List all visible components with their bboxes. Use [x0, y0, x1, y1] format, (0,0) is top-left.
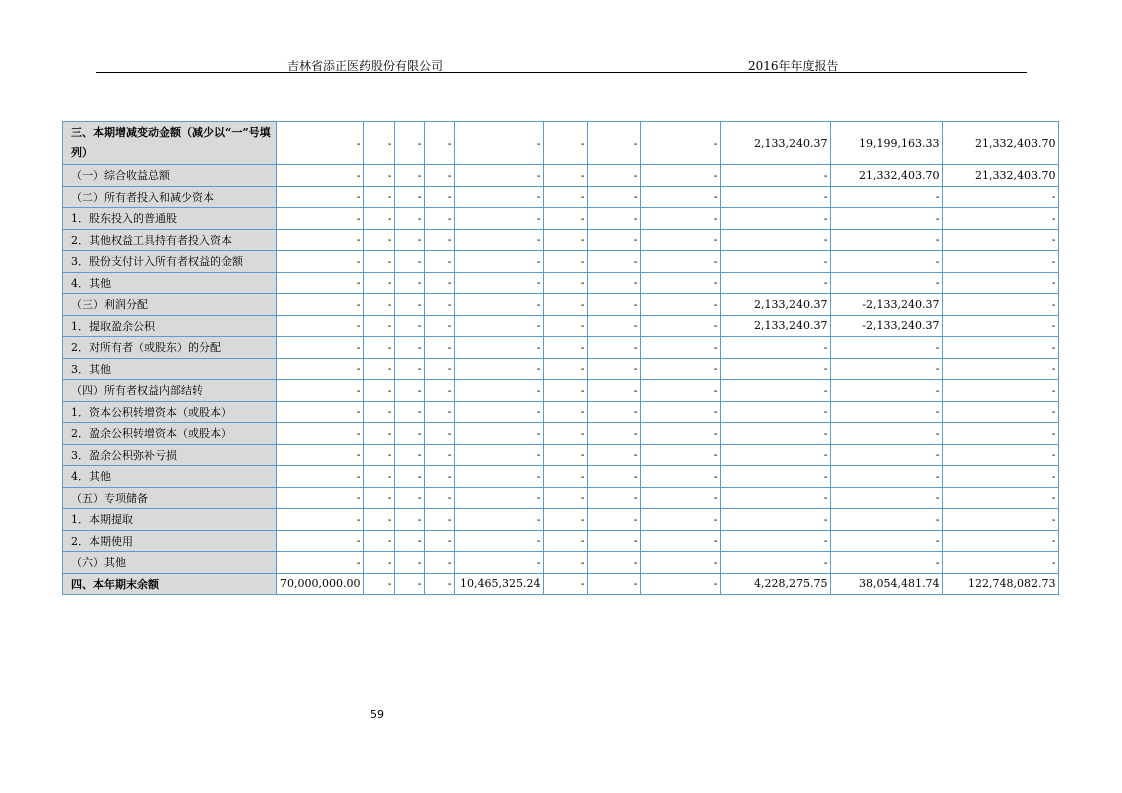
- value-cell: -: [395, 530, 425, 552]
- value-cell: -: [588, 294, 641, 316]
- value-cell: -: [831, 337, 943, 359]
- table-row: [63, 208, 1059, 230]
- value-cell: -: [641, 315, 721, 337]
- value-cell: -: [544, 423, 588, 445]
- value-cell: -: [588, 122, 641, 165]
- value-cell: -: [588, 530, 641, 552]
- value-cell: -: [544, 229, 588, 251]
- value-cell: -: [395, 401, 425, 423]
- row-label: （六）其他: [63, 552, 277, 574]
- value-cell: -: [544, 186, 588, 208]
- header-company-name: 吉林省添正医药股份有限公司: [287, 59, 444, 73]
- value-cell: -: [277, 229, 364, 251]
- value-cell: -: [364, 186, 395, 208]
- value-cell: -: [943, 530, 1059, 552]
- row-label: 3．股份支付计入所有者权益的金额: [63, 251, 277, 273]
- value-cell: -: [943, 272, 1059, 294]
- value-cell: 122,748,082.73: [943, 573, 1059, 595]
- page-number: 59: [370, 708, 384, 721]
- value-cell: -: [588, 358, 641, 380]
- value-cell: -: [721, 423, 831, 445]
- value-cell: 19,199,163.33: [831, 122, 943, 165]
- value-cell: -: [641, 122, 721, 165]
- value-cell: -: [455, 229, 544, 251]
- row-label: 1．股东投入的普通股: [63, 208, 277, 230]
- value-cell: -: [641, 337, 721, 359]
- table-row: [63, 466, 1059, 488]
- value-cell: -: [364, 573, 395, 595]
- value-cell: -: [455, 294, 544, 316]
- value-cell: -: [943, 186, 1059, 208]
- value-cell: -: [943, 509, 1059, 531]
- value-cell: -: [277, 423, 364, 445]
- value-cell: -: [721, 530, 831, 552]
- header-divider: [96, 72, 1027, 73]
- value-cell: 4,228,275.75: [721, 573, 831, 595]
- value-cell: -: [831, 401, 943, 423]
- table-row: [63, 509, 1059, 531]
- value-cell: -: [588, 337, 641, 359]
- value-cell: -: [425, 165, 455, 187]
- value-cell: -: [364, 358, 395, 380]
- value-cell: -2,133,240.37: [831, 294, 943, 316]
- value-cell: -: [364, 208, 395, 230]
- value-cell: -: [425, 272, 455, 294]
- value-cell: -: [641, 530, 721, 552]
- value-cell: -: [831, 552, 943, 574]
- value-cell: -: [544, 251, 588, 273]
- value-cell: -: [588, 208, 641, 230]
- table-row: [63, 165, 1059, 187]
- value-cell: 21,332,403.70: [943, 122, 1059, 165]
- value-cell: -: [455, 251, 544, 273]
- table-row: [63, 401, 1059, 423]
- value-cell: -: [641, 186, 721, 208]
- value-cell: -: [277, 552, 364, 574]
- value-cell: -: [544, 573, 588, 595]
- value-cell: -: [277, 186, 364, 208]
- value-cell: -2,133,240.37: [831, 315, 943, 337]
- value-cell: -: [831, 272, 943, 294]
- value-cell: -: [364, 229, 395, 251]
- value-cell: -: [455, 208, 544, 230]
- row-label: 1．提取盈余公积: [63, 315, 277, 337]
- row-label: 3．盈余公积弥补亏损: [63, 444, 277, 466]
- row-label: 三、本期增减变动金额（减少以“一”号填列）: [63, 122, 277, 165]
- row-label: （五）专项储备: [63, 487, 277, 509]
- value-cell: -: [395, 315, 425, 337]
- value-cell: -: [641, 208, 721, 230]
- value-cell: -: [364, 466, 395, 488]
- value-cell: -: [721, 444, 831, 466]
- row-label: 4．其他: [63, 272, 277, 294]
- value-cell: -: [425, 251, 455, 273]
- value-cell: -: [588, 380, 641, 402]
- row-label: （四）所有者权益内部结转: [63, 380, 277, 402]
- value-cell: -: [395, 423, 425, 445]
- value-cell: -: [425, 186, 455, 208]
- value-cell: -: [588, 315, 641, 337]
- value-cell: -: [588, 573, 641, 595]
- value-cell: -: [277, 401, 364, 423]
- value-cell: -: [455, 509, 544, 531]
- value-cell: -: [364, 251, 395, 273]
- row-label: 四、本年期末余额: [63, 573, 277, 595]
- value-cell: -: [544, 358, 588, 380]
- value-cell: -: [455, 423, 544, 445]
- table-row: [63, 315, 1059, 337]
- value-cell: -: [943, 229, 1059, 251]
- value-cell: -: [641, 444, 721, 466]
- value-cell: -: [395, 337, 425, 359]
- value-cell: -: [943, 401, 1059, 423]
- value-cell: -: [277, 530, 364, 552]
- value-cell: -: [588, 487, 641, 509]
- value-cell: -: [721, 229, 831, 251]
- value-cell: -: [364, 487, 395, 509]
- value-cell: -: [364, 294, 395, 316]
- value-cell: -: [364, 423, 395, 445]
- value-cell: -: [544, 552, 588, 574]
- value-cell: -: [943, 315, 1059, 337]
- value-cell: -: [831, 208, 943, 230]
- table-row: [63, 573, 1059, 595]
- value-cell: -: [721, 401, 831, 423]
- value-cell: -: [831, 251, 943, 273]
- value-cell: -: [277, 122, 364, 165]
- value-cell: -: [395, 122, 425, 165]
- table-row: [63, 229, 1059, 251]
- value-cell: 21,332,403.70: [831, 165, 943, 187]
- value-cell: -: [395, 251, 425, 273]
- value-cell: -: [425, 530, 455, 552]
- value-cell: -: [455, 165, 544, 187]
- value-cell: -: [277, 509, 364, 531]
- value-cell: -: [943, 444, 1059, 466]
- row-label: （一）综合收益总额: [63, 165, 277, 187]
- value-cell: -: [831, 444, 943, 466]
- table-row: [63, 380, 1059, 402]
- row-label: 4．其他: [63, 466, 277, 488]
- value-cell: -: [544, 208, 588, 230]
- table-row: [63, 122, 1059, 165]
- value-cell: -: [641, 487, 721, 509]
- header-report-title: 2016年年度报告: [748, 59, 839, 73]
- equity-changes-table: [62, 121, 1059, 595]
- value-cell: -: [425, 380, 455, 402]
- value-cell: -: [425, 423, 455, 445]
- value-cell: -: [364, 122, 395, 165]
- value-cell: -: [721, 251, 831, 273]
- value-cell: -: [831, 509, 943, 531]
- row-label: （三）利润分配: [63, 294, 277, 316]
- row-label: 2．盈余公积转增资本（或股本）: [63, 423, 277, 445]
- table-row: [63, 272, 1059, 294]
- value-cell: -: [641, 165, 721, 187]
- value-cell: -: [544, 401, 588, 423]
- value-cell: -: [277, 487, 364, 509]
- value-cell: -: [588, 444, 641, 466]
- value-cell: -: [588, 552, 641, 574]
- value-cell: -: [943, 208, 1059, 230]
- value-cell: -: [455, 315, 544, 337]
- row-label: 2．其他权益工具持有者投入资本: [63, 229, 277, 251]
- value-cell: -: [277, 358, 364, 380]
- value-cell: -: [641, 358, 721, 380]
- value-cell: -: [425, 315, 455, 337]
- value-cell: -: [425, 358, 455, 380]
- value-cell: -: [455, 186, 544, 208]
- value-cell: -: [364, 530, 395, 552]
- value-cell: -: [588, 423, 641, 445]
- value-cell: -: [544, 337, 588, 359]
- value-cell: -: [588, 272, 641, 294]
- value-cell: -: [641, 509, 721, 531]
- value-cell: -: [641, 380, 721, 402]
- value-cell: -: [641, 466, 721, 488]
- value-cell: -: [544, 165, 588, 187]
- value-cell: -: [943, 251, 1059, 273]
- value-cell: 38,054,481.74: [831, 573, 943, 595]
- value-cell: -: [364, 552, 395, 574]
- value-cell: -: [544, 294, 588, 316]
- value-cell: -: [721, 466, 831, 488]
- value-cell: -: [943, 552, 1059, 574]
- value-cell: -: [395, 444, 425, 466]
- table-row: [63, 444, 1059, 466]
- value-cell: -: [641, 294, 721, 316]
- value-cell: -: [364, 272, 395, 294]
- value-cell: -: [943, 337, 1059, 359]
- row-label: 2．对所有者（或股东）的分配: [63, 337, 277, 359]
- value-cell: -: [831, 358, 943, 380]
- value-cell: -: [544, 509, 588, 531]
- value-cell: -: [588, 229, 641, 251]
- table-row: [63, 337, 1059, 359]
- value-cell: -: [588, 466, 641, 488]
- value-cell: -: [277, 466, 364, 488]
- value-cell: -: [544, 444, 588, 466]
- value-cell: -: [721, 272, 831, 294]
- value-cell: -: [641, 229, 721, 251]
- value-cell: -: [364, 165, 395, 187]
- value-cell: -: [395, 509, 425, 531]
- value-cell: -: [425, 509, 455, 531]
- value-cell: -: [943, 466, 1059, 488]
- row-label: 3．其他: [63, 358, 277, 380]
- value-cell: -: [721, 165, 831, 187]
- value-cell: -: [425, 552, 455, 574]
- value-cell: -: [455, 401, 544, 423]
- value-cell: -: [721, 208, 831, 230]
- value-cell: -: [831, 186, 943, 208]
- table-row: [63, 251, 1059, 273]
- value-cell: -: [544, 272, 588, 294]
- value-cell: -: [721, 358, 831, 380]
- value-cell: -: [395, 552, 425, 574]
- value-cell: -: [425, 208, 455, 230]
- value-cell: -: [721, 552, 831, 574]
- value-cell: -: [721, 186, 831, 208]
- value-cell: -: [943, 487, 1059, 509]
- value-cell: -: [277, 315, 364, 337]
- value-cell: -: [395, 165, 425, 187]
- value-cell: -: [277, 208, 364, 230]
- value-cell: -: [425, 229, 455, 251]
- value-cell: -: [277, 444, 364, 466]
- value-cell: -: [455, 487, 544, 509]
- value-cell: 70,000,000.00: [277, 573, 364, 595]
- value-cell: -: [831, 380, 943, 402]
- value-cell: -: [455, 380, 544, 402]
- value-cell: -: [395, 573, 425, 595]
- value-cell: -: [277, 380, 364, 402]
- value-cell: -: [544, 466, 588, 488]
- value-cell: -: [425, 487, 455, 509]
- value-cell: -: [544, 122, 588, 165]
- value-cell: -: [831, 487, 943, 509]
- value-cell: -: [588, 251, 641, 273]
- value-cell: -: [455, 552, 544, 574]
- value-cell: -: [395, 380, 425, 402]
- value-cell: -: [588, 401, 641, 423]
- value-cell: -: [721, 487, 831, 509]
- value-cell: -: [364, 401, 395, 423]
- value-cell: -: [364, 315, 395, 337]
- value-cell: -: [277, 272, 364, 294]
- value-cell: -: [641, 423, 721, 445]
- value-cell: -: [425, 294, 455, 316]
- value-cell: -: [277, 251, 364, 273]
- value-cell: -: [831, 530, 943, 552]
- value-cell: -: [364, 444, 395, 466]
- value-cell: -: [425, 444, 455, 466]
- value-cell: -: [455, 337, 544, 359]
- value-cell: -: [943, 294, 1059, 316]
- value-cell: -: [544, 530, 588, 552]
- value-cell: -: [831, 229, 943, 251]
- value-cell: -: [831, 423, 943, 445]
- value-cell: -: [395, 358, 425, 380]
- value-cell: -: [943, 423, 1059, 445]
- row-label: （二）所有者投入和减少资本: [63, 186, 277, 208]
- table-row: [63, 530, 1059, 552]
- value-cell: -: [544, 380, 588, 402]
- table-row: [63, 423, 1059, 445]
- value-cell: -: [588, 186, 641, 208]
- value-cell: -: [395, 466, 425, 488]
- table-row: [63, 186, 1059, 208]
- table-row: [63, 358, 1059, 380]
- value-cell: -: [395, 186, 425, 208]
- value-cell: -: [455, 272, 544, 294]
- table-row: [63, 487, 1059, 509]
- value-cell: -: [425, 466, 455, 488]
- value-cell: -: [641, 272, 721, 294]
- value-cell: -: [943, 358, 1059, 380]
- value-cell: -: [544, 487, 588, 509]
- value-cell: -: [425, 337, 455, 359]
- table-row: [63, 294, 1059, 316]
- value-cell: 2,133,240.37: [721, 122, 831, 165]
- value-cell: -: [588, 509, 641, 531]
- value-cell: -: [641, 573, 721, 595]
- value-cell: -: [395, 208, 425, 230]
- row-label: 1．本期提取: [63, 509, 277, 531]
- value-cell: 21,332,403.70: [943, 165, 1059, 187]
- value-cell: -: [425, 573, 455, 595]
- value-cell: 2,133,240.37: [721, 315, 831, 337]
- value-cell: -: [831, 466, 943, 488]
- value-cell: -: [395, 487, 425, 509]
- value-cell: -: [425, 122, 455, 165]
- value-cell: -: [364, 337, 395, 359]
- value-cell: -: [544, 315, 588, 337]
- value-cell: -: [277, 165, 364, 187]
- value-cell: -: [641, 251, 721, 273]
- value-cell: -: [455, 466, 544, 488]
- value-cell: -: [425, 401, 455, 423]
- value-cell: -: [364, 509, 395, 531]
- value-cell: -: [395, 229, 425, 251]
- row-label: 1．资本公积转增资本（或股本）: [63, 401, 277, 423]
- value-cell: -: [455, 444, 544, 466]
- value-cell: -: [721, 337, 831, 359]
- value-cell: -: [721, 380, 831, 402]
- value-cell: -: [364, 380, 395, 402]
- value-cell: -: [588, 165, 641, 187]
- row-label: 2．本期使用: [63, 530, 277, 552]
- value-cell: 10,465,325.24: [455, 573, 544, 595]
- value-cell: -: [277, 294, 364, 316]
- value-cell: -: [455, 358, 544, 380]
- value-cell: -: [943, 380, 1059, 402]
- value-cell: -: [395, 272, 425, 294]
- value-cell: -: [455, 530, 544, 552]
- value-cell: -: [641, 552, 721, 574]
- value-cell: 2,133,240.37: [721, 294, 831, 316]
- value-cell: -: [641, 401, 721, 423]
- table-row: [63, 552, 1059, 574]
- value-cell: -: [395, 294, 425, 316]
- value-cell: -: [277, 337, 364, 359]
- value-cell: -: [721, 509, 831, 531]
- value-cell: -: [455, 122, 544, 165]
